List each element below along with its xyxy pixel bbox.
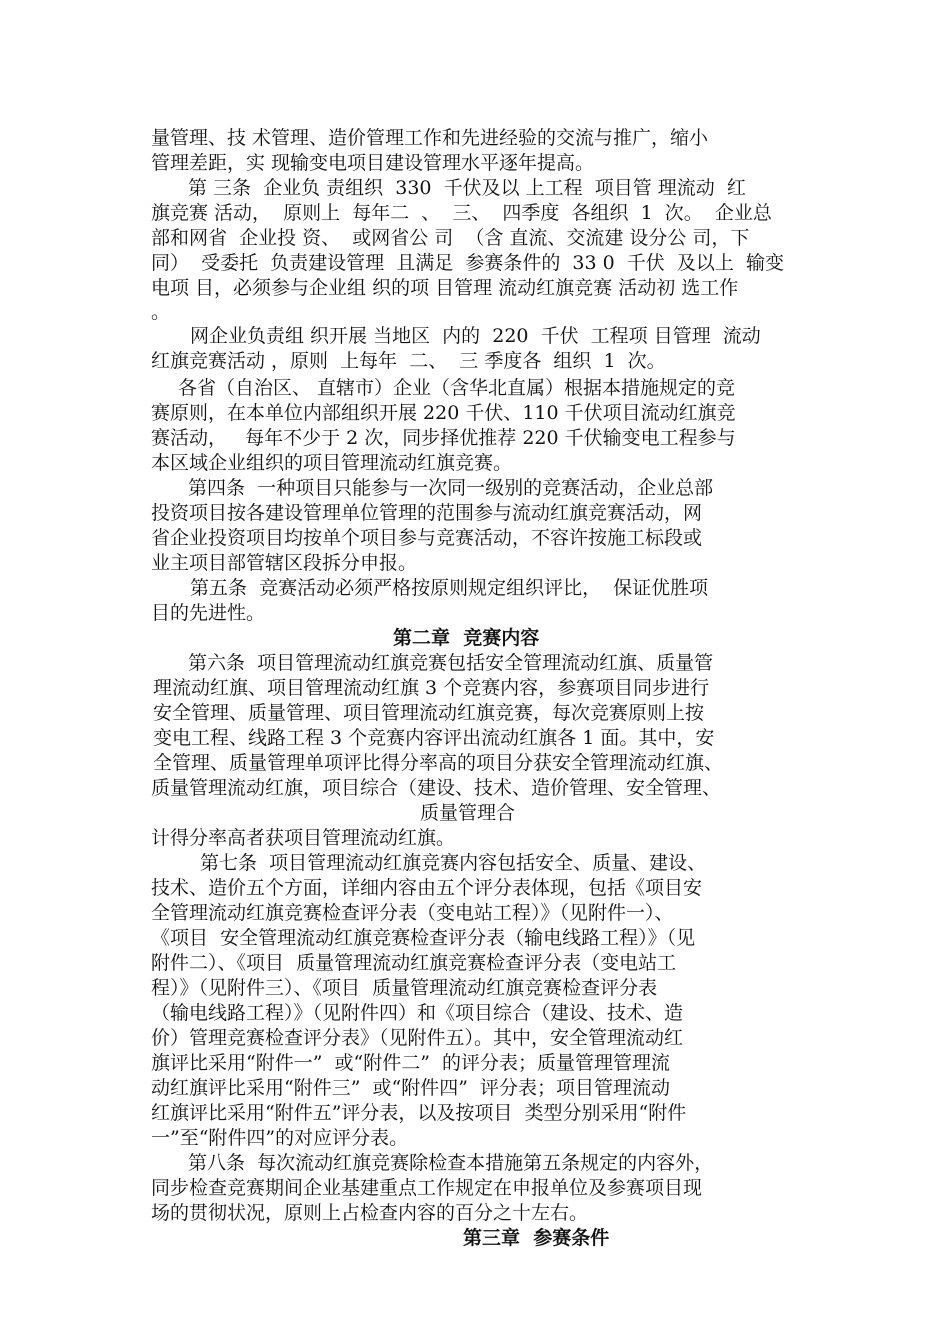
text-line: 第六条 项目管理流动红旗竞赛包括安全管理流动红旗、质量管 <box>188 652 714 674</box>
text-line: 各省（自治区、 直辖市）企业（含华北直属）根据本措施规定的竞 <box>178 377 736 399</box>
text-line: 第五条 竞赛活动必须严格按原则规定组织评比， 保证优胜项 <box>190 577 709 599</box>
text-line: 投资项目按各建设管理单位管理的范围参与流动红旗竞赛活动，网 <box>151 502 703 524</box>
text-line: 同） 受委托 负责建设管理 且满足 参赛条件的 33 0 千伏 及以上 输变 <box>151 252 784 274</box>
text-line: 程）》（见附件三）、《项目 质量管理流动红旗竞赛检查评分表 <box>151 977 658 999</box>
text-line: 质量管理流动红旗，项目综合（建设、技术、造价管理、安全管理、 <box>151 777 722 799</box>
text-line: 价）管理竞赛检查评分表》（见附件五）。其中，安全管理流动红 <box>151 1027 684 1049</box>
text-line: 理流动红旗、项目管理流动红旗 3 个竞赛内容，参赛项目同步进行 <box>153 677 710 699</box>
text-line: 附件二）、《项目 质量管理流动红旗竞赛检查评分表（变电站工 <box>151 952 677 974</box>
text-line: 同步检查竞赛期间企业基建重点工作规定在申报单位及参赛项目现 <box>151 1177 703 1199</box>
text-line: 部和网省 企业投 资、 或网省公 司 （含 直流、交流建 设分公 司，下 <box>151 227 750 249</box>
chapter-heading: 第三章 参赛条件 <box>463 1227 610 1249</box>
text-line: 目的先进性。 <box>151 602 266 624</box>
text-line: 网企业负责组 织开展 当地区 内的 220 千伏 工程项 目管理 流动 <box>190 325 761 347</box>
text-line: 技术、造价五个方面，详细内容由五个评分表体现，包括《项目安 <box>151 877 703 899</box>
text-line: 。 <box>151 301 171 323</box>
text-line: 红旗评比采用“附件五”评分表，以及按项目 类型分别采用“附件 <box>151 1102 687 1124</box>
text-line: 一”至“附件四”的对应评分表。 <box>151 1127 409 1149</box>
text-line: 旗评比采用“附件一” 或“附件二” 的评分表；质量管理管理流 <box>151 1052 671 1074</box>
text-line: 量管理、技 术管理、造价管理工作和先进经验的交流与推广，缩小 <box>151 127 709 149</box>
text-line: 安全管理、质量管理、项目管理流动红旗竞赛，每次竞赛原则上按 <box>153 702 705 724</box>
text-line: 计得分率高者获项目管理流动红旗。 <box>151 827 456 849</box>
text-line: 质量管理合 <box>420 802 516 824</box>
text-line: 管理差距，实 现输变电项目建设管理水平逐年提高。 <box>151 152 595 174</box>
text-line: 动红旗评比采用“附件三” 或“附件四” 评分表；项目管理流动 <box>151 1077 671 1099</box>
text-line: 第七条 项目管理流动红旗竞赛内容包括安全、质量、建设、 <box>200 852 707 874</box>
chapter-heading: 第二章 竞赛内容 <box>393 627 540 649</box>
text-line: 赛原则，在本单位内部组织开展 220 千伏、110 千伏项目流动红旗竞 <box>151 402 736 424</box>
text-line: 第八条 每次流动红旗竞赛除检查本措施第五条规定的内容外， <box>188 1152 714 1174</box>
text-line: 变电工程、线路工程 3 个竞赛内容评出流动红旗各 1 面。其中，安 <box>153 727 715 749</box>
text-line: （输电线路工程）》（见附件四）和《项目综合（建设、技术、造 <box>151 1002 684 1024</box>
text-line: 场的贯彻状况，原则上占检查内容的百分之十左右。 <box>151 1202 589 1224</box>
text-line: 本区域企业组织的项目管理流动红旗竞赛。 <box>151 452 513 474</box>
text-line: 省企业投资项目均按单个项目参与竞赛活动，不容许按施工标段或 <box>151 527 703 549</box>
text-line: 全管理流动红旗竞赛检查评分表（变电站工程）》（见附件一）、 <box>151 902 674 924</box>
text-line: 电项 目，必须参与企业组 织的项 目管理 流动红旗竞赛 活动初 选工作 <box>151 277 739 299</box>
text-line: 全管理、质量管理单项评比得分率高的项目分获安全管理流动红旗、 <box>153 752 724 774</box>
text-line: 红旗竞赛活动 ，原则 上每年 二、 三 季度各 组织 1 次。 <box>151 350 666 372</box>
text-line: 第四条 一种项目只能参与一次同一级别的竞赛活动，企业总部 <box>188 477 714 499</box>
text-line: 第 三条 企业负 责组织 330 千伏及以 上工程 项目管 理流动 红 <box>188 177 746 199</box>
text-line: 赛活动， 每年不少于 2 次，同步择优推荐 220 千伏输变电工程参与 <box>151 427 736 449</box>
text-line: 《项目 安全管理流动红旗竞赛检查评分表（输电线路工程）》（见 <box>151 927 696 949</box>
text-line: 旗竞赛 活动， 原则上 每年二 、 三、 四季度 各组织 1 次。 企业总 <box>151 202 772 224</box>
text-line: 业主项目部管辖区段拆分申报。 <box>151 552 418 574</box>
